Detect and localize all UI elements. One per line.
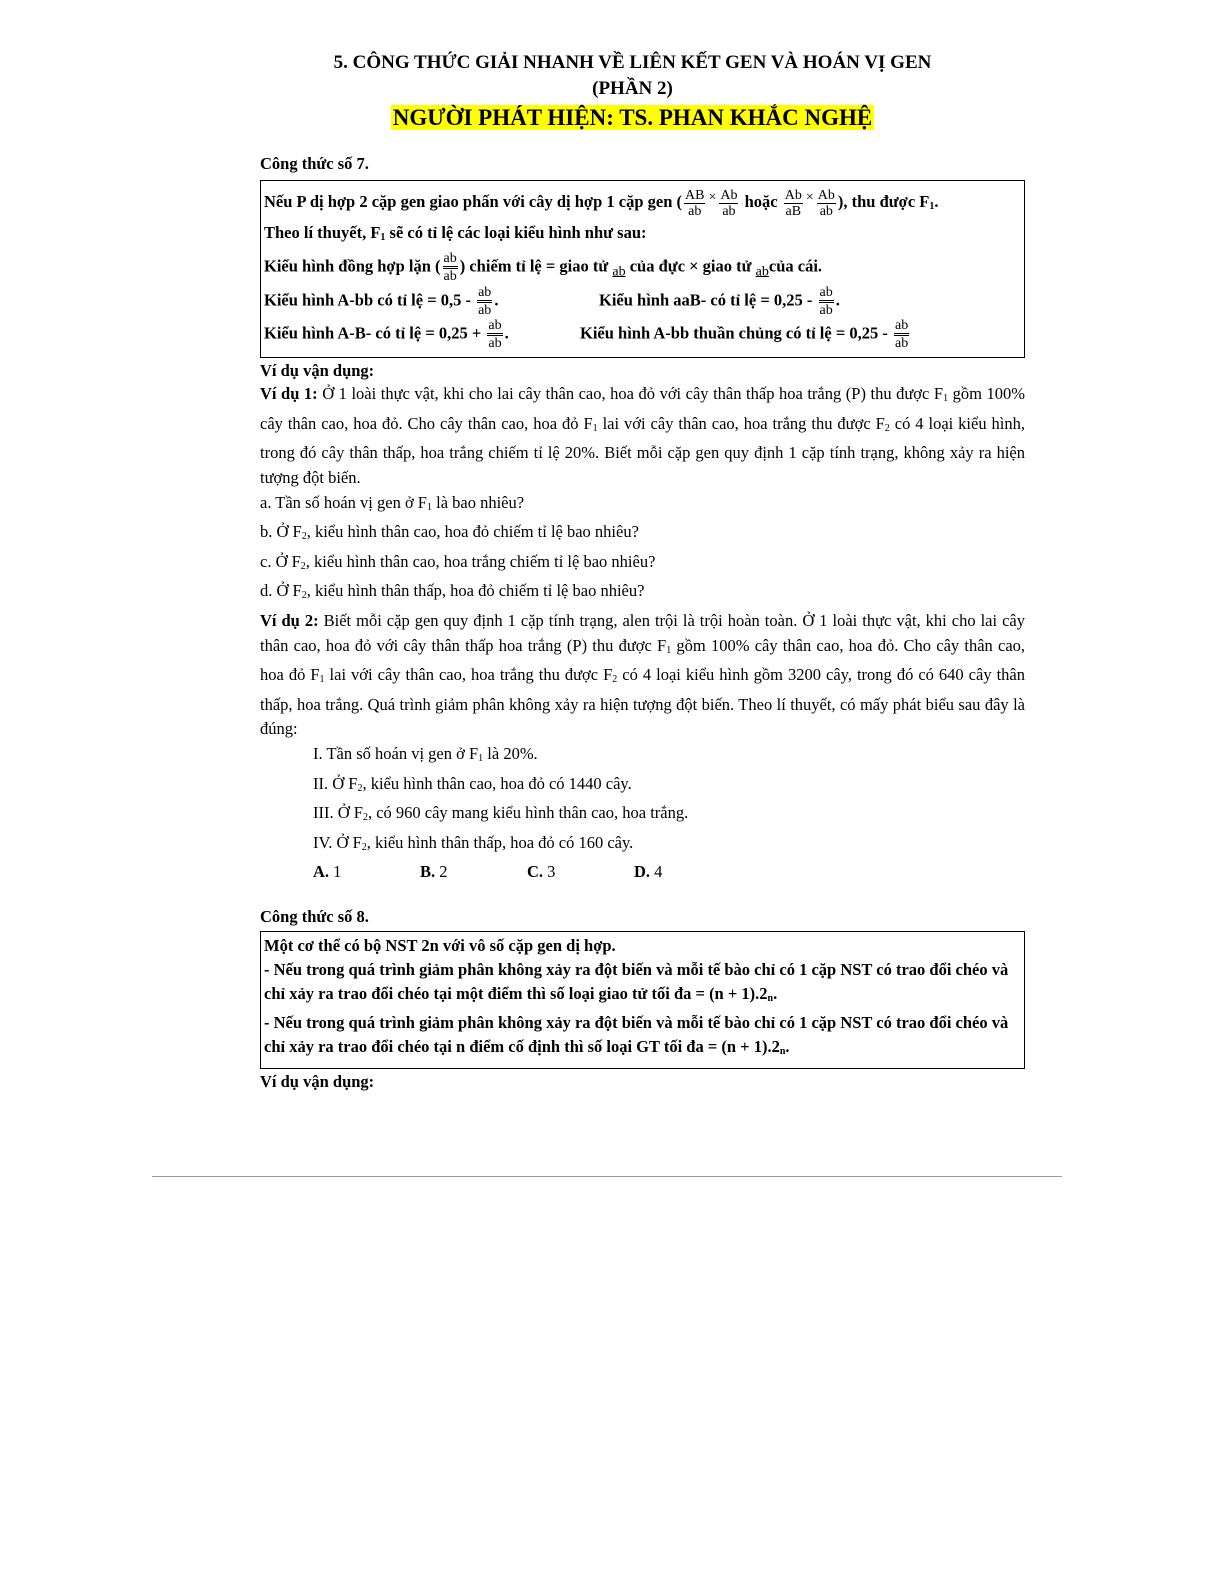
times-sign: × <box>708 190 717 205</box>
answer-option-a <box>313 860 420 885</box>
formula-A-bb-pure <box>580 318 911 351</box>
example-1-question-c <box>260 550 1025 580</box>
text-run: I. Tần số hoán vị gen ở F <box>313 744 479 763</box>
subscript: 1 <box>380 232 386 243</box>
formula-A-B <box>264 318 580 351</box>
fraction-numerator: ab <box>477 285 492 303</box>
example-1-question-d <box>260 579 1025 609</box>
fraction-Ab-aB <box>784 188 803 219</box>
fraction-numerator: AB <box>685 187 705 203</box>
gamete-ab: ab <box>612 264 626 280</box>
fraction-ab-ab <box>819 285 834 318</box>
fraction-denominator: ab <box>488 336 502 352</box>
formula-7-box <box>260 180 1025 358</box>
subscript: 1 <box>943 393 949 405</box>
formula-7-line-1 <box>264 185 1021 220</box>
text-run: có 4 loại kiểu hình gồm 3200 cây, trong đó có 640 cây thân thấp, hoa trắng. Quá trình giảm phân không xảy ra hiện tượng đột biến. Theo lí thuyết, có mấy phát biểu sau đây là đúng: <box>260 665 1025 739</box>
formula-7-line-2 <box>264 220 1021 251</box>
formula-8-line-3 <box>264 1011 1021 1064</box>
text-run: IV. Ở F <box>313 832 362 852</box>
text-run: gồm 100% cây thân cao, hoa đỏ. Cho cây thân cao, hoa đỏ F <box>260 384 1025 433</box>
text-run: . <box>504 323 509 343</box>
text-run: Theo lí thuyết, F <box>264 223 381 242</box>
formula-7-heading: Công thức số 7. <box>260 154 369 173</box>
text-run: . <box>494 290 499 310</box>
text-run: ), thu được F <box>837 192 930 211</box>
example-heading-2: Ví dụ vận dụng: <box>260 1071 375 1091</box>
text-run: . <box>934 192 939 211</box>
example-2-label: Ví dụ 2: <box>260 611 319 631</box>
fraction-numerator: ab <box>894 318 909 336</box>
fraction-numerator: ab <box>819 285 834 303</box>
subscript: 1 <box>592 422 598 434</box>
fraction-numerator: ab <box>443 251 458 269</box>
fraction-numerator: Ab <box>720 187 738 203</box>
text-run: Ở 1 loài thực vật, khi cho lai cây thân cao, hoa đỏ với cây thân thấp hoa trắng (P) thu được F <box>317 384 944 404</box>
subscript: 1 <box>666 644 672 656</box>
fraction-numerator: ab <box>487 318 502 336</box>
formula-aaB <box>599 285 840 318</box>
text-run: . <box>835 290 840 310</box>
text-run: b. Ở F <box>260 522 302 542</box>
fraction-numerator: Ab <box>784 187 802 203</box>
text-run: II. Ở F <box>313 773 358 793</box>
text-run: Kiểu hình A-bb có tỉ lệ = 0,5 - <box>264 290 471 310</box>
text-run: , kiểu hình thân cao, hoa trắng chiếm tỉ lệ bao nhiêu? <box>305 551 656 571</box>
formula-8-box <box>260 931 1025 1069</box>
text-run: sẽ có tỉ lệ các loại kiểu hình như sau: <box>385 223 647 242</box>
subscript: 2 <box>301 590 307 602</box>
formula-8-line-1: Một cơ thể có bộ NST 2n với vô số cặp gen dị hợp. <box>264 935 616 955</box>
fraction-denominator: ab <box>819 203 833 219</box>
subscript: 1 <box>929 201 935 212</box>
text-run: ) chiếm tỉ lệ = giao tử <box>459 256 609 276</box>
text-run: , kiểu hình thân thấp, hoa đỏ có 160 cây. <box>366 832 634 852</box>
subscript: 2 <box>361 841 367 853</box>
subscript: 2 <box>884 422 890 434</box>
text-run: hoặc <box>744 192 778 211</box>
fraction-numerator: Ab <box>817 187 835 203</box>
text-run: a. Tần số hoán vị gen ở F <box>260 492 427 512</box>
answer-option-c <box>527 860 634 885</box>
example-1-question-b <box>260 520 1025 550</box>
subscript: 1 <box>426 501 432 513</box>
text-run: . <box>773 983 778 1003</box>
text-run: , kiểu hình thân cao, hoa đỏ có 1440 cây. <box>362 773 632 793</box>
formula-7-line-4 <box>264 285 1021 318</box>
example-1-paragraph <box>260 382 1025 490</box>
text-run: Biết mỗi cặp gen quy định 1 cặp tính trạng, alen trội là trội hoàn toàn. Ở 1 loài thực vật, khi cho lai cây thân cao, hoa đỏ với cây thân thấp hoa trắng (P) thu được F <box>260 611 1025 655</box>
fraction-denominator: ab <box>894 336 909 352</box>
text-run: Kiểu hình aaB- có tỉ lệ = 0,25 - <box>599 290 813 310</box>
text-run: III. Ở F <box>313 803 363 823</box>
example-1-label: Ví dụ 1: <box>260 384 318 404</box>
fraction-ab-ab <box>894 318 909 351</box>
text-run: Kiểu hình A-B- có tỉ lệ = 0,25 + <box>264 323 482 343</box>
text-run: gồm 100% cây thân cao, hoa đỏ. Cho cây thân cao, hoa đỏ F <box>260 635 1026 685</box>
text-run: , có 960 cây mang kiểu hình thân cao, hoa trắng. <box>367 803 689 823</box>
text-run: của đực × giao tử <box>629 256 752 276</box>
document-page <box>260 50 1025 1093</box>
formula-A-bb <box>264 285 599 318</box>
answer-letter: B. <box>420 862 436 882</box>
text-run: có 4 loại kiểu hình, trong đó cây thân thấp, hoa trắng chiếm tỉ lệ 20%. Biết mỗi cặp gen quy định 1 cặp tính trạng, không xảy ra hiện tượng đột biến. <box>260 413 1026 488</box>
subscript: 2 <box>362 812 368 824</box>
author-highlight: NGƯỜI PHÁT HIỆN: TS. PHAN KHẮC NGHỆ <box>392 105 873 130</box>
fraction-denominator: aB <box>785 203 802 219</box>
answer-value: 2 <box>435 862 448 882</box>
formula-7-line-5 <box>264 318 1021 351</box>
example-2-paragraph <box>260 609 1025 742</box>
example-2-statement-2 <box>260 772 1025 802</box>
formula-8-line-2 <box>264 958 1021 1011</box>
text-run: là 20%. <box>483 744 538 763</box>
title-line-1: 5. CÔNG THỨC GIẢI NHANH VỀ LIÊN KẾT GEN VÀ HOÁN VỊ GEN <box>333 52 932 73</box>
title-line-2: (PHẦN 2) <box>592 78 673 99</box>
fraction-ab-ab <box>487 318 502 351</box>
fraction-denominator: ab <box>819 303 833 319</box>
fraction-denominator: ab <box>478 303 492 319</box>
text-run: là bao nhiêu? <box>431 492 525 512</box>
subscript: 1 <box>319 674 325 686</box>
answer-option-d <box>634 860 741 885</box>
answer-value: 3 <box>543 862 556 882</box>
text-run: - Nếu trong quá trình giảm phân không xảy ra đột biến và mỗi tế bào chỉ có 1 cặp NST có trao đổi chéo và chỉ xảy ra trao đổi chéo tại một điểm thì số loại giao tử tối đa = (n + 1).2 <box>264 959 1009 1003</box>
author-line <box>240 104 1025 132</box>
subscript: n <box>767 992 774 1004</box>
example-2-statement-1 <box>260 742 1025 772</box>
fraction-ab-ab <box>477 285 492 318</box>
subscript: 1 <box>478 753 484 764</box>
text-run: d. Ở F <box>260 581 302 601</box>
answer-value: 4 <box>650 862 663 882</box>
text-run: , kiểu hình thân cao, hoa đỏ chiếm tỉ lệ bao nhiêu? <box>306 522 639 542</box>
answer-letter: A. <box>313 862 330 882</box>
page-divider <box>152 1176 1062 1177</box>
example-2-answers <box>260 860 1025 885</box>
fraction-Ab-ab <box>817 188 836 219</box>
text-run: . <box>785 1036 790 1056</box>
answer-letter: C. <box>527 862 544 882</box>
example-heading: Ví dụ vận dụng: <box>260 361 375 381</box>
answer-option-b <box>420 860 527 885</box>
example-2-statement-4 <box>260 831 1025 861</box>
text-run: của cái. <box>768 256 823 276</box>
subscript: 2 <box>301 531 307 543</box>
text-run: Nếu P dị hợp 2 cặp gen giao phấn với cây dị hợp 1 cặp gen ( <box>264 192 682 211</box>
text-run: - Nếu trong quá trình giảm phân không xảy ra đột biến và mỗi tế bào chỉ có 1 cặp NST có trao đổi chéo và chỉ xảy ra trao đổi chéo tại n điểm cố định thì số loại GT tối đa = (n + 1).2 <box>264 1012 1009 1056</box>
answer-letter: D. <box>634 862 651 882</box>
subscript: 2 <box>300 560 306 572</box>
subscript: n <box>779 1045 786 1057</box>
text-run: lai với cây thân cao, hoa trắng thu được F <box>597 413 885 433</box>
formula-7-line-3 <box>264 251 1021 285</box>
subscript: 2 <box>357 782 363 794</box>
text-run: lai với cây thân cao, hoa trắng thu được F <box>324 665 613 685</box>
subscript: 2 <box>612 674 618 686</box>
example-2-statement-3 <box>260 801 1025 831</box>
fraction-Ab-ab <box>719 188 738 219</box>
formula-8-heading: Công thức số 8. <box>260 906 369 926</box>
fraction-AB-ab <box>684 188 705 219</box>
text-run: Kiểu hình đồng hợp lặn ( <box>264 256 441 276</box>
answer-value: 1 <box>329 862 342 882</box>
example-1-question-a <box>260 491 1025 521</box>
text-run: Kiểu hình A-bb thuần chủng có tỉ lệ = 0,25 - <box>580 323 888 343</box>
text-run: c. Ở F <box>260 551 301 571</box>
times-sign: × <box>805 190 814 205</box>
document-title <box>240 50 1025 102</box>
fraction-denominator: ab <box>688 203 702 219</box>
fraction-denominator: ab <box>443 269 457 284</box>
gamete-ab: ab <box>755 264 769 280</box>
text-run: , kiểu hình thân thấp, hoa đỏ chiếm tỉ lệ bao nhiêu? <box>306 581 645 601</box>
fraction-ab-ab <box>443 251 458 284</box>
fraction-denominator: ab <box>722 203 736 219</box>
